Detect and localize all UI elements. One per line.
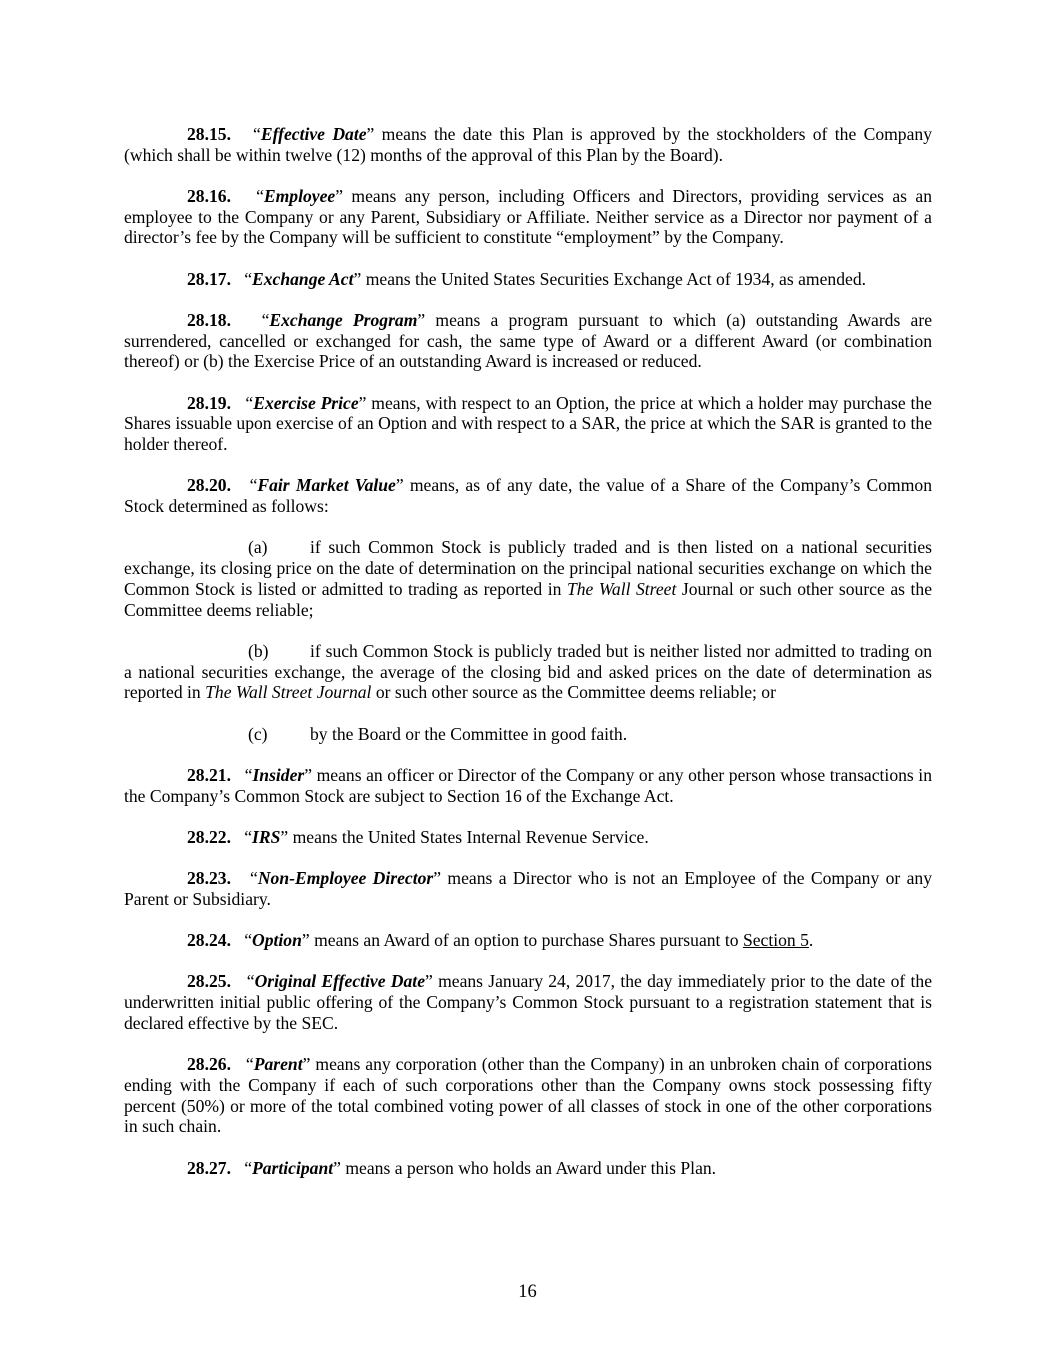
section-number: 28.18. bbox=[187, 310, 231, 330]
section-number: 28.22. bbox=[187, 826, 231, 847]
publication-name: The Wall Street Journal bbox=[205, 682, 372, 703]
definition-text: means January 24, 2017, the day immediately prior to the date of the underwritten initial public offering of the Company’s Common Stock pursuant to a registration statement that is declared effective by the SEC. bbox=[124, 971, 932, 1033]
defined-term: Effective Date bbox=[260, 124, 367, 144]
definition-text: means the United States Securities Exchange Act of 1934, as amended. bbox=[361, 268, 867, 289]
definition-text: means the date this Plan is approved by the stockholders of the Company (which shall be within twelve (12) months of the approval of this Plan by the Board). bbox=[124, 124, 933, 165]
subclause-c: (c) by the Board or the Committee in good faith. bbox=[248, 723, 628, 744]
publication-name: The Wall Street bbox=[566, 578, 677, 599]
definition-text: means a person who holds an Award under this Plan. bbox=[340, 1157, 717, 1178]
definition-text: means the United States Internal Revenue Service. bbox=[288, 826, 649, 847]
section-number: 28.21. bbox=[187, 764, 231, 785]
definition-28-17: 28.17. “Exchange Act” means the United States Securities Exchange Act of 1934, as amended. bbox=[187, 268, 867, 289]
section-number: 28.15. bbox=[187, 124, 231, 144]
definition-28-27: 28.27. “Participant” means a person who holds an Award under this Plan. bbox=[187, 1157, 717, 1178]
definition-28-16: 28.16. “Employee” means any person, including Officers and Directors, providing services as an employee to the Company or any Parent, Subsidiary or Affiliate. Neither service as a Director nor payment of a director’s fee by the Company will be sufficient to constitute “employment” by the Company. bbox=[124, 186, 932, 248]
defined-term: Exchange Act bbox=[252, 268, 354, 289]
defined-term: Option bbox=[252, 930, 302, 951]
subclause-label: (a) bbox=[248, 537, 268, 558]
definition-28-22: 28.22. “IRS” means the United States Internal Revenue Service. bbox=[187, 826, 649, 847]
definition-text: means any person, including Officers and Directors, providing services as an employee to the Company or any Parent, Subsidiary or Affiliate. Neither service as a Director nor payment of a director’s fee by the Company will be sufficient to constitute “employment” by the Company. bbox=[124, 186, 932, 248]
definition-text: means a program pursuant to which (a) outstanding Awards are surrendered, cancelled or exchanged for cash, the same type of Award or a different Award (or combination thereof) or (b) the Exercise Price of an outstanding Award is increased or reduced. bbox=[124, 310, 932, 372]
section-number: 28.20. bbox=[187, 475, 231, 496]
definition-28-15: 28.15. “Effective Date” means the date this Plan is approved by the stockholders of the Company (which shall be within twelve (12) months of the approval of this Plan by the Board). bbox=[124, 124, 933, 165]
definition-28-18: 28.18. “Exchange Program” means a program pursuant to which (a) outstanding Awards are surrendered, cancelled or exchanged for cash, the same type of Award or a different Award (or combination thereof) or (b) the Exercise Price of an outstanding Award is increased or reduced. bbox=[124, 310, 932, 372]
definition-28-26: 28.26. “Parent” means any corporation (other than the Company) in an unbroken chain of corporations ending with the Company if each of such corporations other than the Company owns stock possessing fifty percent (50%) or more of the total combined voting power of all classes of stock in one of the other corporations in such chain. bbox=[124, 1054, 932, 1137]
section-number: 28.17. bbox=[187, 268, 231, 289]
defined-term: Participant bbox=[252, 1157, 334, 1178]
defined-term: Exchange Program bbox=[269, 310, 418, 330]
section-number: 28.24. bbox=[187, 930, 231, 951]
section-number: 28.19. bbox=[187, 392, 231, 413]
definition-text: means, as of any date, the value of a Share of the Company’s Common Stock determined as follows: bbox=[124, 475, 932, 517]
subclause-label: (b) bbox=[248, 640, 269, 661]
section-number: 28.25. bbox=[187, 971, 231, 992]
defined-term: Exercise Price bbox=[253, 392, 359, 413]
defined-term: IRS bbox=[252, 826, 281, 847]
defined-term: Original Effective Date bbox=[254, 971, 426, 992]
defined-term: Insider bbox=[252, 764, 305, 785]
subclause-label: (c) bbox=[248, 723, 268, 744]
subclause-a: (a) if such Common Stock is publicly traded and is then listed on a national securities exchange, its closing price on the date of determination on the principal national securities exchange on which the Common Stock is listed or admitted to trading as reported in The Wall Street Journal or such other source as the Committee deems reliable; bbox=[124, 537, 933, 620]
definition-text: means an Award of an option to purchase Shares pursuant to bbox=[309, 930, 743, 951]
defined-term: Fair Market Value bbox=[257, 475, 396, 496]
defined-term: Parent bbox=[253, 1054, 303, 1075]
defined-term: Employee bbox=[263, 186, 336, 206]
definition-28-25: 28.25. “Original Effective Date” means January 24, 2017, the day immediately prior to the date of the underwritten initial public offering of the Company’s Common Stock pursuant to a registration statement that is declared effective by the SEC. bbox=[124, 971, 932, 1033]
definition-text: means any corporation (other than the Company) in an unbroken chain of corporations ending with the Company if each of such corporations other than the Company owns stock possessing fifty percent (50%) or more of the total combined voting power of all classes of stock in one of the other corporations in such chain. bbox=[124, 1054, 932, 1137]
subclause-b: (b) if such Common Stock is publicly traded but is neither listed nor admitted to trading on a national securities exchange, the average of the closing bid and asked prices on the date of determination as reported in The Wall Street Journal or such other source as the Committee deems reliable; or bbox=[124, 640, 932, 703]
section-5-link[interactable]: Section 5 bbox=[742, 930, 809, 951]
definition-28-24: 28.24. “Option” means an Award of an option to purchase Shares pursuant to Section 5. bbox=[187, 930, 814, 951]
definition-28-21: 28.21. “Insider” means an officer or Director of the Company or any other person whose transactions in the Company’s Common Stock are subject to Section 16 of the Exchange Act. bbox=[124, 764, 932, 806]
definition-28-20: 28.20. “Fair Market Value” means, as of any date, the value of a Share of the Company’s Common Stock determined as follows: bbox=[124, 475, 932, 517]
definition-28-19: 28.19. “Exercise Price” means, with respect to an Option, the price at which a holder may purchase the Shares issuable upon exercise of an Option and with respect to a SAR, the price at which the SAR is granted to the holder thereof. bbox=[124, 392, 932, 455]
definition-text: means an officer or Director of the Company or any other person whose transactions in the Company’s Common Stock are subject to Section 16 of the Exchange Act. bbox=[124, 764, 932, 806]
section-number: 28.16. bbox=[187, 186, 231, 206]
definition-text: means, with respect to an Option, the price at which a holder may purchase the Shares issuable upon exercise of an Option and with respect to a SAR, the price at which the SAR is granted to the holder thereof. bbox=[124, 392, 932, 455]
document-body bbox=[124, 124, 932, 1178]
definition-28-23: 28.23. “Non-Employee Director” means a Director who is not an Employee of the Company or any Parent or Subsidiary. bbox=[124, 868, 933, 909]
defined-term: Non-Employee Director bbox=[257, 868, 434, 889]
page-number: 16 bbox=[518, 1282, 537, 1302]
definition-text: means a Director who is not an Employee of the Company or any Parent or Subsidiary. bbox=[124, 868, 933, 909]
section-number: 28.27. bbox=[187, 1157, 231, 1178]
section-number: 28.23. bbox=[187, 868, 231, 889]
section-number: 28.26. bbox=[187, 1054, 231, 1075]
